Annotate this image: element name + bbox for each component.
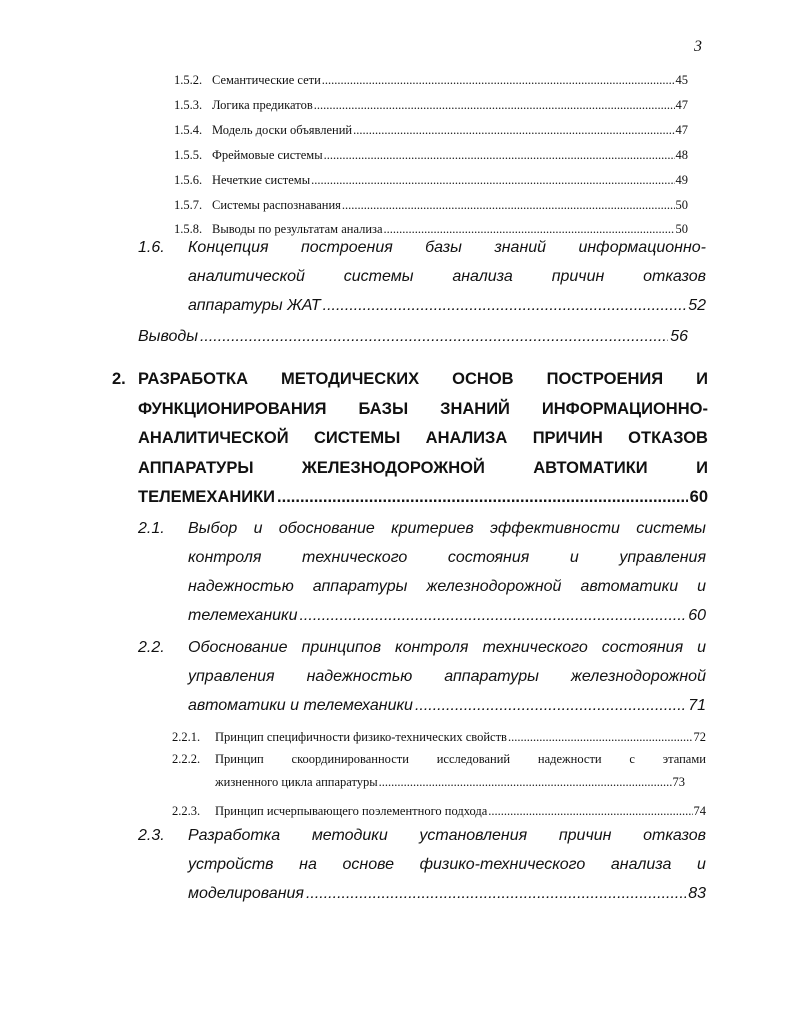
toc-title-word: знаний <box>494 239 547 256</box>
page-number: 3 <box>694 38 702 55</box>
toc-subsection-number: 2.2.1. <box>172 730 201 744</box>
toc-page-number: 60 <box>688 607 706 624</box>
toc-subsection-entry <box>174 198 688 213</box>
toc-title-word: автоматики <box>580 578 679 595</box>
toc-subsection-entry <box>174 73 688 88</box>
toc-subsection-number: 2.2.2. <box>172 752 201 766</box>
toc-title-word: состояния <box>447 549 530 566</box>
leader-dots <box>379 775 672 790</box>
toc-title-word: надежности <box>537 752 602 766</box>
leader-dots <box>353 123 674 138</box>
toc-section-title <box>188 639 706 726</box>
leader-dots <box>384 222 675 237</box>
toc-title-word: построения <box>300 239 393 256</box>
toc-title-word: Обоснование <box>188 639 288 656</box>
toc-subsection-title: Выводы по результатам анализа <box>212 222 383 236</box>
leader-dots <box>299 607 686 625</box>
toc-chapter-title <box>138 370 708 518</box>
leader-dots <box>322 73 675 88</box>
toc-subsection-number: 1.5.5. <box>174 148 203 162</box>
toc-title-word: эффективности <box>490 520 620 537</box>
toc-subsection-number: 1.5.8. <box>174 222 203 236</box>
leader-dots <box>508 730 693 745</box>
toc-title-line <box>188 239 706 268</box>
toc-title-word: и <box>697 639 706 656</box>
toc-title-line <box>188 639 706 668</box>
toc-title-line <box>188 520 706 549</box>
toc-title-word: И <box>696 370 708 388</box>
toc-section-title <box>188 520 706 636</box>
toc-section-title <box>188 827 706 914</box>
leader-dots <box>314 98 675 113</box>
toc-subsection-number: 1.5.3. <box>174 98 203 112</box>
toc-title-word: основе <box>342 856 394 873</box>
toc-title-last: аппаратуры ЖАТ <box>188 297 321 314</box>
toc-title-word: состояния <box>601 639 684 656</box>
toc-subsection-number: 1.5.7. <box>174 198 203 212</box>
toc-page-number: 49 <box>675 173 688 187</box>
toc-title-word: на <box>299 856 317 873</box>
toc-title-word: технического <box>482 639 588 656</box>
toc-title-word: базы <box>425 239 462 256</box>
toc-subsection-2-2-1 <box>172 730 706 745</box>
toc-title-word: Концепция <box>188 239 269 256</box>
toc-title-word: надежностью <box>306 668 413 685</box>
toc-subsection-title: Нечеткие системы <box>212 173 311 187</box>
toc-title-word: устройств <box>188 856 274 873</box>
toc-section-number: 2.2. <box>138 639 165 656</box>
toc-section-number: 2.3. <box>138 827 165 844</box>
toc-title-word: аппаратуры <box>444 668 539 685</box>
toc-page-number: 56 <box>670 328 688 345</box>
toc-subsection-title: Модель доски объявлений <box>212 123 353 137</box>
toc-title-word: управления <box>188 668 275 685</box>
leader-dots <box>415 697 686 715</box>
toc-page-number: 72 <box>693 730 706 744</box>
toc-subsection-title: Семантические сети <box>212 73 321 87</box>
toc-subsection-title: Фреймовые системы <box>212 148 323 162</box>
toc-title-last: телемеханики <box>188 607 298 624</box>
toc-title-word: исследований <box>436 752 511 766</box>
toc-title-word: ОСНОВ <box>452 370 514 388</box>
toc-title-word: РАЗРАБОТКА <box>138 370 249 388</box>
toc-title-word: анализа <box>610 856 672 873</box>
toc-subsection-title: Принцип специфичности физико-технических свойств <box>215 730 507 744</box>
toc-page-number: 47 <box>675 98 688 112</box>
leader-dots <box>277 488 688 507</box>
toc-title-line <box>188 578 706 607</box>
toc-title-word: анализа <box>452 268 513 285</box>
toc-title-word: контроля <box>395 639 469 656</box>
toc-title-word: методики <box>311 827 388 844</box>
toc-subsection-title: Системы распознавания <box>212 198 341 212</box>
toc-page-number: 83 <box>688 885 706 902</box>
toc-conclusions-title: Выводы <box>138 328 198 345</box>
toc-subsection-title-continued: жизненного цикла аппаратуры <box>215 775 378 789</box>
toc-title-word: физико-технического <box>419 856 586 873</box>
toc-title-word: надежностью <box>188 578 294 595</box>
toc-page-number: 45 <box>675 73 688 87</box>
toc-title-word: с <box>629 752 635 766</box>
toc-title-word: ИНФОРМАЦИОННО- <box>541 399 708 418</box>
toc-title-word: и <box>253 520 263 537</box>
toc-title-line <box>188 697 706 726</box>
toc-title-line <box>188 297 706 326</box>
toc-page-number: 52 <box>688 297 706 314</box>
toc-title-word: аналитической <box>188 268 305 285</box>
toc-title-last: автоматики и телемеханики <box>188 697 413 714</box>
toc-title-word: отказов <box>643 827 706 844</box>
toc-title-last: ТЕЛЕМЕХАНИКИ <box>138 488 276 506</box>
toc-title-word: этапами <box>662 752 706 766</box>
toc-subsection-2-2-2 <box>172 752 706 790</box>
toc-subsection-2-2-3 <box>172 804 706 819</box>
toc-title-word: АВТОМАТИКИ <box>533 458 648 477</box>
toc-page-number: 47 <box>675 123 688 137</box>
toc-title-word: ПРИЧИН <box>532 429 603 447</box>
toc-title-word: и <box>697 856 706 873</box>
toc-title-word: установления <box>419 827 528 844</box>
toc-title-line <box>138 488 708 518</box>
toc-title-word: и <box>569 549 579 566</box>
toc-title-word: отказов <box>643 268 706 285</box>
toc-title-word: Принцип <box>215 752 264 766</box>
toc-subsection-entry <box>174 222 688 237</box>
toc-title-word: ЖЕЛЕЗНОДОРОЖНОЙ <box>301 458 485 477</box>
toc-subsection-title: Принцип исчерпывающего поэлементного подхода <box>215 804 488 818</box>
toc-title-word: АНАЛИЗА <box>425 429 508 447</box>
toc-page-number: 50 <box>675 222 688 236</box>
toc-subsection-number: 1.5.4. <box>174 123 203 137</box>
toc-section-title <box>188 239 706 326</box>
leader-dots <box>323 297 687 315</box>
toc-title-word: МЕТОДИЧЕСКИХ <box>281 370 420 388</box>
leader-dots <box>200 328 668 346</box>
toc-title-word: скоординированности <box>291 752 409 766</box>
toc-subsection-entry <box>174 123 688 138</box>
leader-dots <box>306 885 686 903</box>
toc-page-number: 50 <box>675 198 688 212</box>
toc-title-line <box>188 607 706 636</box>
toc-title-word: ОТКАЗОВ <box>628 429 708 447</box>
toc-subsection-entry <box>174 148 688 163</box>
toc-title-line <box>138 429 708 459</box>
toc-title-word: И <box>696 458 708 477</box>
toc-title-word: Разработка <box>188 827 281 844</box>
toc-title-word: технического <box>302 549 408 566</box>
toc-title-word: и <box>697 578 706 595</box>
toc-title-word: информационно- <box>578 239 706 256</box>
toc-page-number: 74 <box>693 804 706 818</box>
leader-dots <box>488 804 692 819</box>
toc-chapter-number: 2. <box>112 370 126 388</box>
toc-title-word: БАЗЫ <box>358 399 409 418</box>
toc-title-word: АНАЛИТИЧЕСКОЙ <box>138 429 289 447</box>
toc-subsection-number: 2.2.3. <box>172 804 201 818</box>
toc-page-number: 60 <box>689 488 708 506</box>
leader-dots <box>311 173 674 188</box>
toc-section-number: 1.6. <box>138 239 165 256</box>
toc-title-word: ФУНКЦИОНИРОВАНИЯ <box>138 399 327 418</box>
toc-subsection-number: 1.5.2. <box>174 73 203 87</box>
toc-title-line <box>188 827 706 856</box>
toc-conclusions <box>138 328 688 346</box>
toc-title-line <box>138 370 708 400</box>
toc-title-line <box>188 268 706 297</box>
toc-page-number: 73 <box>672 775 685 789</box>
leader-dots <box>324 148 675 163</box>
toc-title-word: управления <box>619 549 706 566</box>
toc-title-word: обоснование <box>278 520 375 537</box>
toc-title-line <box>188 885 706 914</box>
toc-title-word: АППАРАТУРЫ <box>138 458 254 477</box>
toc-subsection-entry <box>174 173 688 188</box>
toc-title-word: причин <box>558 827 612 844</box>
toc-title-word: ЗНАНИЙ <box>440 399 510 418</box>
toc-title-word: Выбор <box>188 520 238 537</box>
leader-dots <box>342 198 675 213</box>
toc-title-word: ПОСТРОЕНИЯ <box>546 370 664 388</box>
toc-title-word: критериев <box>391 520 474 537</box>
toc-title-word: железнодорожной <box>426 578 562 595</box>
toc-title-word: системы <box>343 268 414 285</box>
toc-subsection-title <box>215 752 706 767</box>
toc-title-last: моделирования <box>188 885 304 902</box>
toc-title-word: системы <box>636 520 706 537</box>
toc-subsection-entry <box>174 98 688 113</box>
toc-subsection-number: 1.5.6. <box>174 173 203 187</box>
toc-title-word: железнодорожной <box>570 668 706 685</box>
toc-subsection-title: Логика предикатов <box>212 98 313 112</box>
toc-page-number: 48 <box>675 148 688 162</box>
toc-title-line <box>188 668 706 697</box>
toc-title-line <box>188 549 706 578</box>
toc-section-number: 2.1. <box>138 520 165 537</box>
toc-title-line <box>138 400 708 430</box>
toc-page-number: 71 <box>688 697 706 714</box>
toc-title-line <box>188 856 706 885</box>
toc-title-line <box>138 459 708 489</box>
toc-title-word: контроля <box>188 549 262 566</box>
toc-title-word: принципов <box>301 639 382 656</box>
toc-title-word: СИСТЕМЫ <box>314 429 401 447</box>
toc-title-word: аппаратуры <box>312 578 408 595</box>
toc-title-word: причин <box>551 268 605 285</box>
